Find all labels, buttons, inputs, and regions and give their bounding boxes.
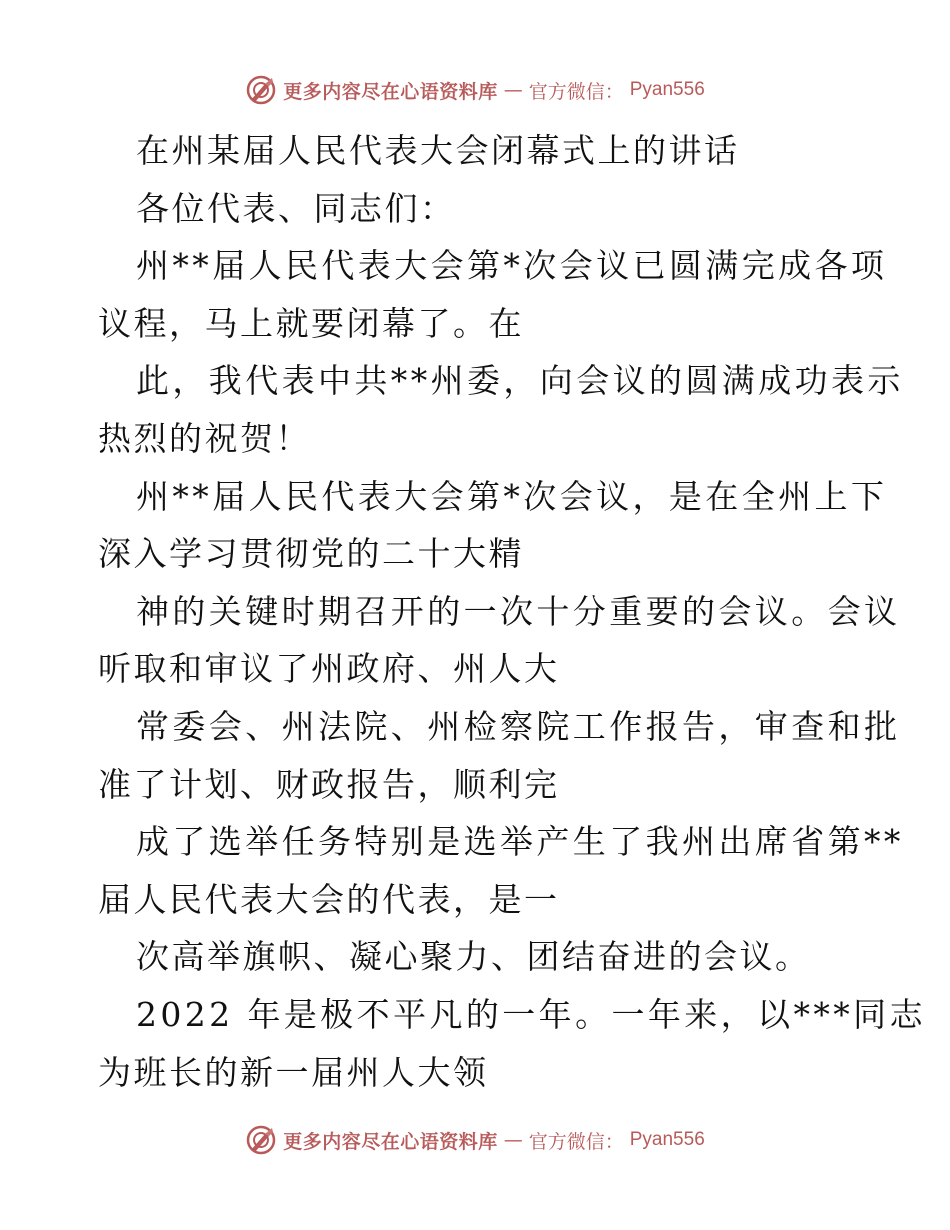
footer-wechat-label: 官方微信：: [528, 1130, 624, 1153]
header-wechat-id: Pyan556: [629, 79, 705, 100]
paragraph-line: 成了选举任务特别是选举产生了我州出席省第**: [136, 822, 904, 862]
paragraph-line: 准了计划、财政报告，顺利完: [98, 764, 560, 804]
header-banner-dash: —: [503, 79, 523, 101]
document-title: 在州某届人民代表大会闭幕式上的讲话: [136, 131, 740, 170]
paragraph-line: 热烈的祝贺！: [98, 418, 311, 458]
paragraph-line: 深入学习贯彻党的二十大精: [98, 534, 524, 574]
paragraph-line: 州**届人民代表大会第*次会议，是在全州上下: [136, 476, 888, 516]
footer-wechat-id: Pyan556: [629, 1129, 705, 1150]
header-wechat-label: 官方微信：: [528, 80, 624, 103]
paragraph-line: 此，我代表中共**州委，向会议的圆满成功表示: [136, 361, 904, 401]
paragraph-line: 神的关键时期召开的一次十分重要的会议。会议: [136, 591, 901, 631]
paragraph-line: 听取和审议了州政府、州人大: [98, 649, 560, 689]
document-salutation: 各位代表、同志们：: [136, 188, 456, 228]
header-banner-text: 更多内容尽在心语资料库: [283, 80, 498, 103]
footer-watermark-banner: [0, 1120, 950, 1160]
document-body: [98, 122, 926, 1101]
paragraph-line: 议程，马上就要闭幕了。在: [98, 303, 524, 343]
paragraph-line: 州**届人民代表大会第*次会议已圆满完成各项: [136, 246, 888, 286]
brand-logo-icon: [245, 74, 277, 106]
paragraph-line: 届人民代表大会的代表，是一: [98, 879, 560, 919]
paragraph-line: 2022 年是极不平凡的一年。一年来，以***同志: [136, 994, 926, 1034]
footer-banner-text: 更多内容尽在心语资料库: [283, 1130, 498, 1153]
brand-logo-icon: [245, 1124, 277, 1156]
paragraph-line: 常委会、州法院、州检察院工作报告，审查和批: [136, 706, 901, 746]
header-watermark-banner: [0, 70, 950, 110]
paragraph-line: 为班长的新一届州人大领: [98, 1052, 489, 1092]
paragraph-line: 次高举旗帜、凝心聚力、团结奋进的会议。: [136, 937, 811, 977]
footer-banner-dash: —: [503, 1129, 523, 1151]
